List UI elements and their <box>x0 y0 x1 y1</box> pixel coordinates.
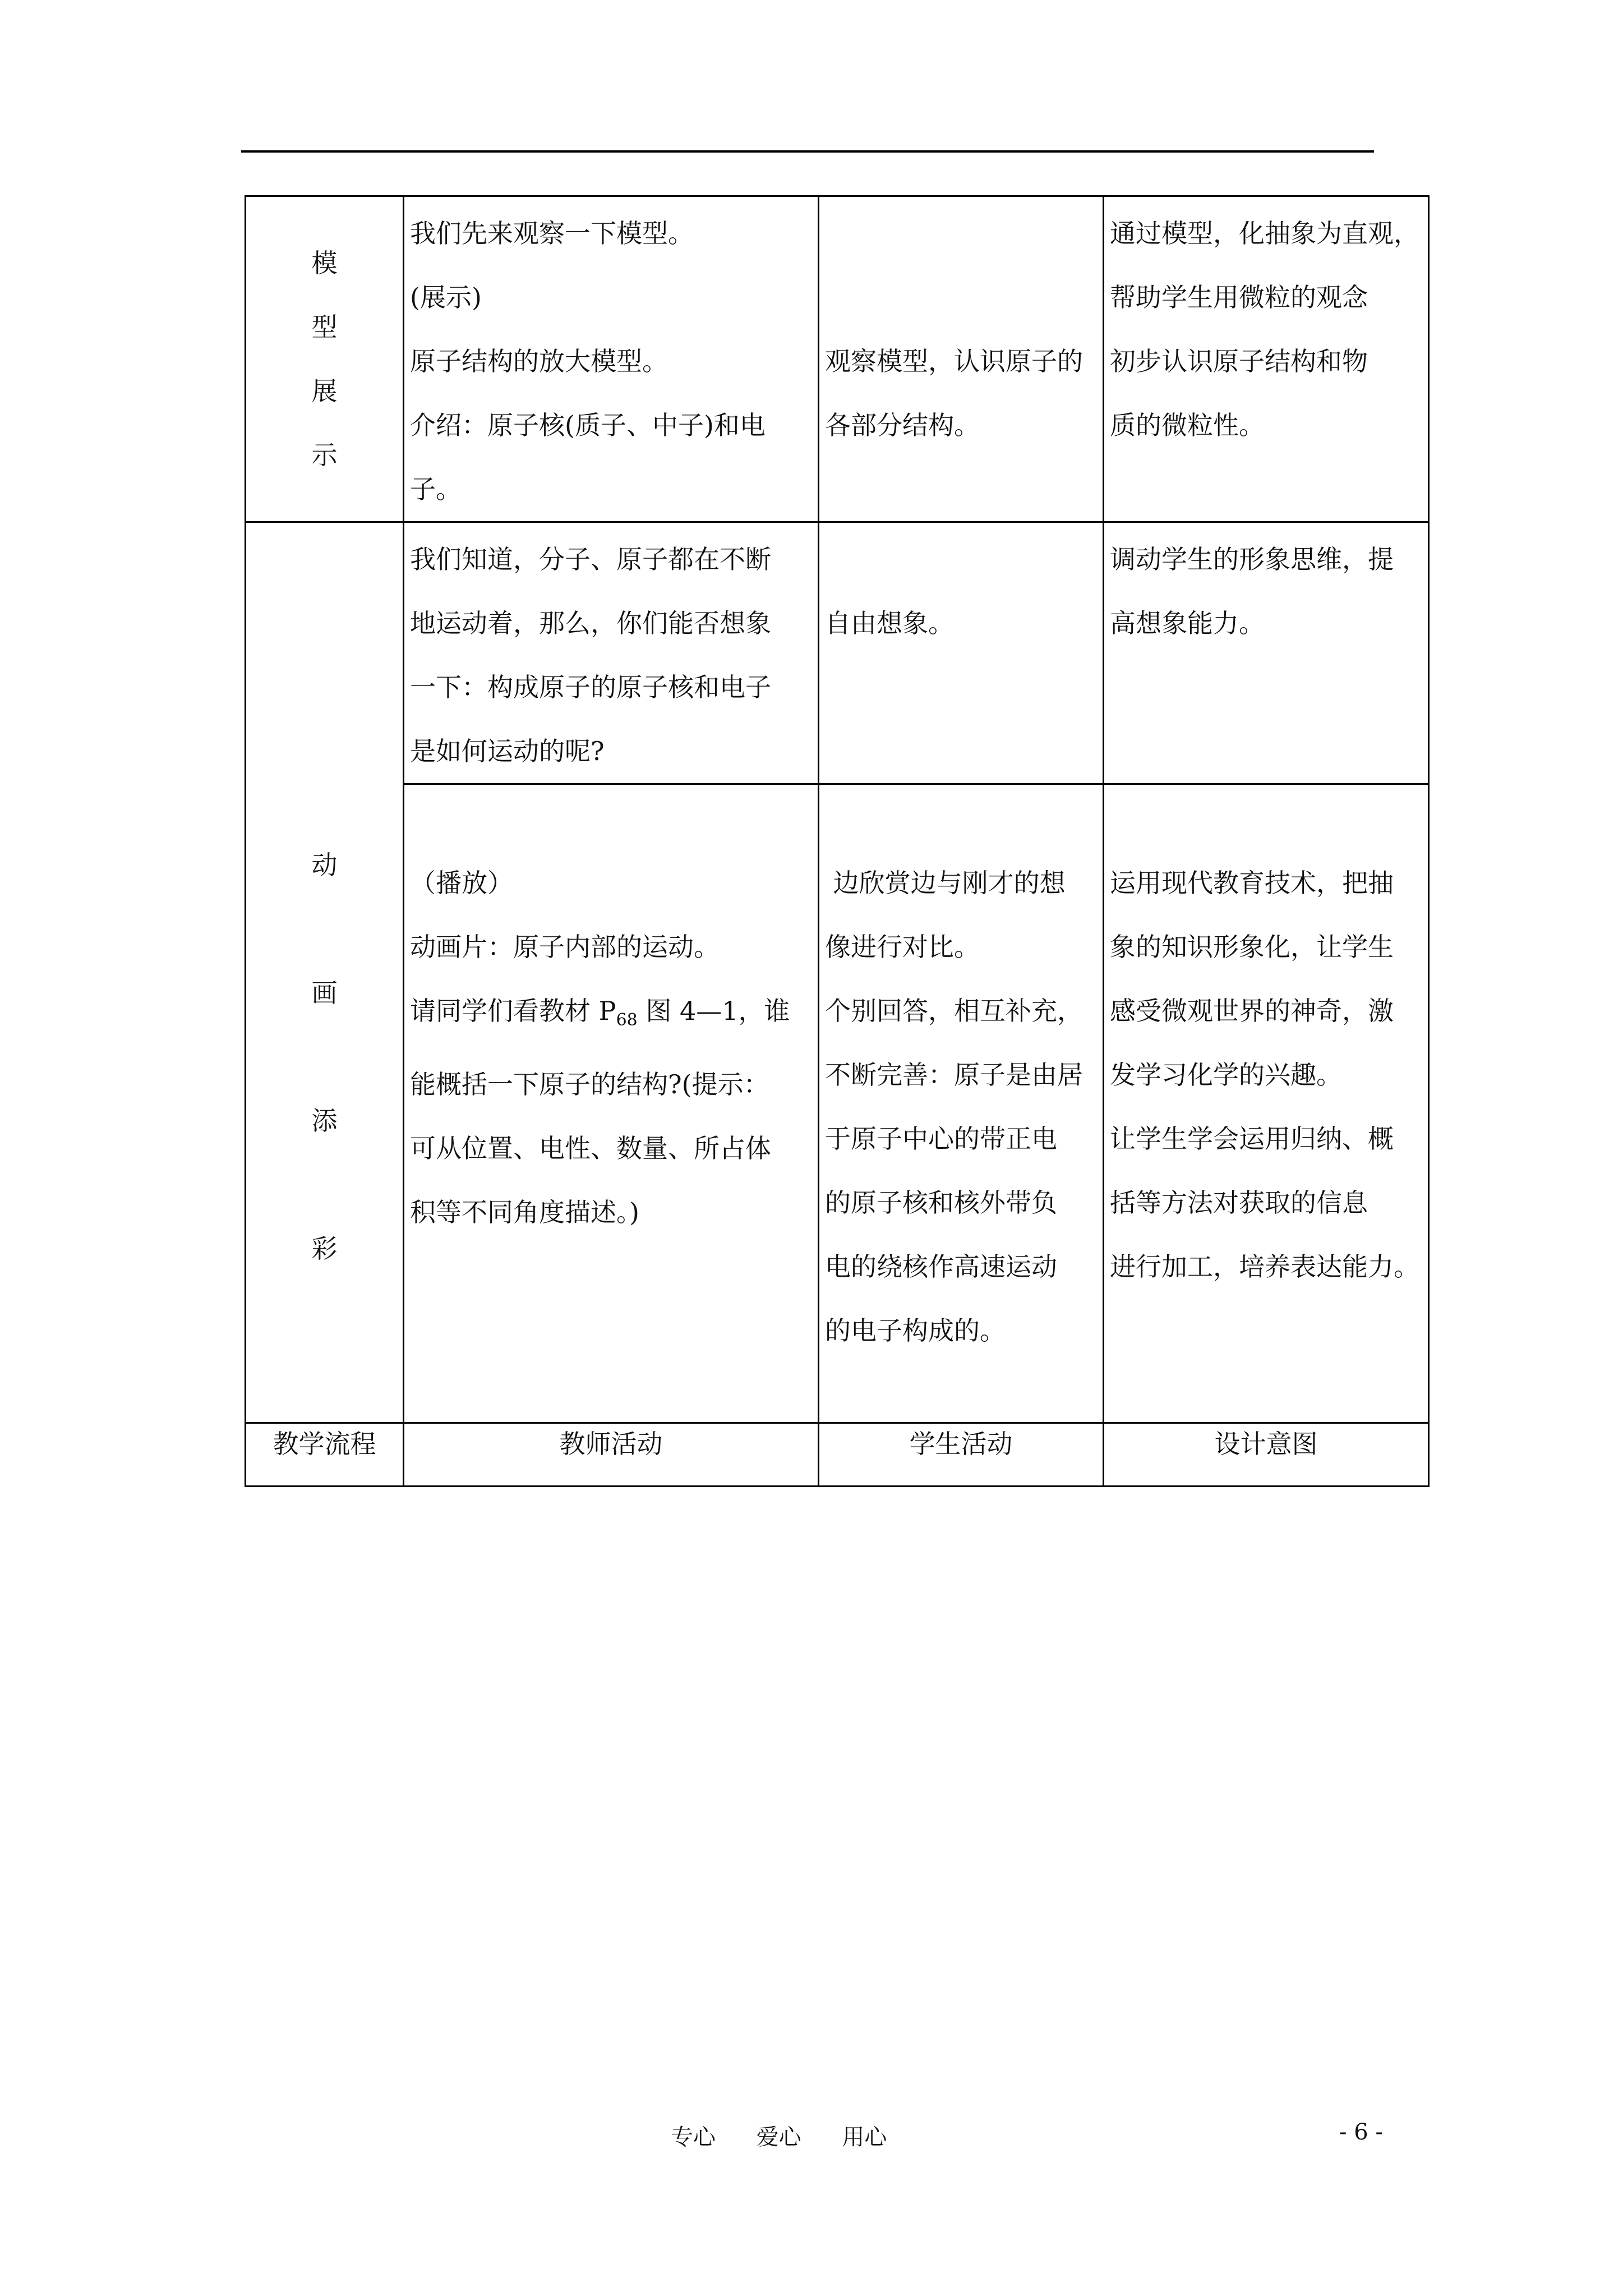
intent-cell-animation <box>1104 784 1429 1423</box>
teacher-line: 子。 <box>410 474 462 504</box>
student-line: 边欣赏边与刚才的想 <box>825 868 1066 898</box>
intent-line: 感受微观世界的神奇，激 <box>1110 996 1394 1026</box>
page-number: - 6 - <box>1339 2119 1383 2145</box>
intent-line: 括等方法对获取的信息 <box>1110 1188 1368 1218</box>
intent-line: 象的知识形象化，让学生 <box>1110 932 1394 962</box>
student-line: 不断完善：原子是由居 <box>825 1060 1083 1090</box>
table-row-model <box>246 196 1429 522</box>
flow-label-model: 模 型 展 示 <box>311 248 338 470</box>
table-row-animation <box>246 784 1429 1423</box>
student-line: 的原子核和核外带负 <box>825 1188 1057 1218</box>
teacher-line: 能概括一下原子的结构?(提示： <box>410 1069 769 1100</box>
intent-line: 调动学生的形象思维，提 <box>1110 544 1394 574</box>
intent-line: 通过模型，化抽象为直观， <box>1110 218 1419 249</box>
student-line: 于原子中心的带正电 <box>825 1124 1057 1154</box>
intent-line: 发学习化学的兴趣。 <box>1110 1060 1342 1090</box>
column-header-intent: 设计意图 <box>1104 1423 1429 1487</box>
student-line <box>825 201 1097 265</box>
teacher-line: 地运动着，那么，你们能否想象 <box>410 608 771 638</box>
teacher-line: 积等不同角度描述。) <box>410 1197 639 1228</box>
teacher-line: 我们知道，分子、原子都在不断 <box>410 544 771 574</box>
student-line: 电的绕核作高速运动 <box>825 1251 1057 1282</box>
intent-line: 进行加工，培养表达能力。 <box>1110 1251 1419 1282</box>
flow-cell-model <box>246 196 404 522</box>
student-cell-model <box>819 196 1104 522</box>
column-header-student: 学生活动 <box>819 1423 1104 1487</box>
intent-line: 帮助学生用微粒的观念 <box>1110 282 1368 312</box>
teacher-line: 动画片：原子内部的运动。 <box>410 932 720 962</box>
student-line: 观察模型，认识原子的 <box>825 346 1083 376</box>
teacher-cell-model <box>404 196 819 522</box>
student-line: 像进行对比。 <box>825 932 980 962</box>
teacher-line: 介绍：原子核(质子、中子)和电 <box>410 410 766 440</box>
teacher-line: (展示) <box>410 282 482 312</box>
intent-line: 质的微粒性。 <box>1110 410 1265 440</box>
footer-motto: 专心 爱心 用心 <box>671 2124 887 2150</box>
student-cell-animation <box>819 784 1104 1423</box>
lesson-table <box>245 195 1430 1487</box>
intent-line: 高想象能力。 <box>1110 608 1265 638</box>
student-line <box>825 265 1097 329</box>
student-line: 个别回答，相互补充， <box>825 996 1083 1026</box>
intent-line: 初步认识原子结构和物 <box>1110 346 1368 376</box>
intent-cell-model <box>1104 196 1429 522</box>
student-line: 各部分结构。 <box>825 410 980 440</box>
header-rule <box>241 150 1374 153</box>
column-header-flow: 教学流程 <box>246 1423 404 1487</box>
teacher-line: 一下：构成原子的原子核和电子 <box>410 672 771 702</box>
table-row-imagine <box>246 522 1429 784</box>
student-line: 的电子构成的。 <box>825 1315 1006 1346</box>
teacher-line: 原子结构的放大模型。 <box>410 346 668 376</box>
teacher-cell-animation <box>404 784 819 1423</box>
student-cell-imagine <box>819 522 1104 784</box>
teacher-line-part: 图 4—1，谁 <box>637 996 790 1026</box>
intent-line: 运用现代教育技术，把抽 <box>1110 868 1394 898</box>
student-line: 自由想象。 <box>825 608 954 638</box>
page-subscript: 68 <box>616 1010 638 1030</box>
teacher-line: 可从位置、电性、数量、所占体 <box>410 1133 771 1164</box>
column-header-teacher: 教师活动 <box>404 1423 819 1487</box>
teacher-cell-imagine <box>404 522 819 784</box>
flow-label-animation: 动 画 添 彩 <box>311 849 338 1264</box>
teacher-line: 是如何运动的呢? <box>410 736 605 766</box>
intent-line: 让学生学会运用归纳、概 <box>1110 1124 1394 1154</box>
student-line <box>825 527 1097 591</box>
teacher-line-textbook <box>410 979 812 1052</box>
intent-cell-imagine <box>1104 522 1429 784</box>
teacher-line: 我们先来观察一下模型。 <box>410 218 694 249</box>
table-header-row <box>246 1423 1429 1487</box>
teacher-line-part: 请同学们看教材 P <box>410 996 616 1026</box>
flow-cell-animation <box>246 522 404 1423</box>
teacher-line: （播放） <box>410 868 513 898</box>
